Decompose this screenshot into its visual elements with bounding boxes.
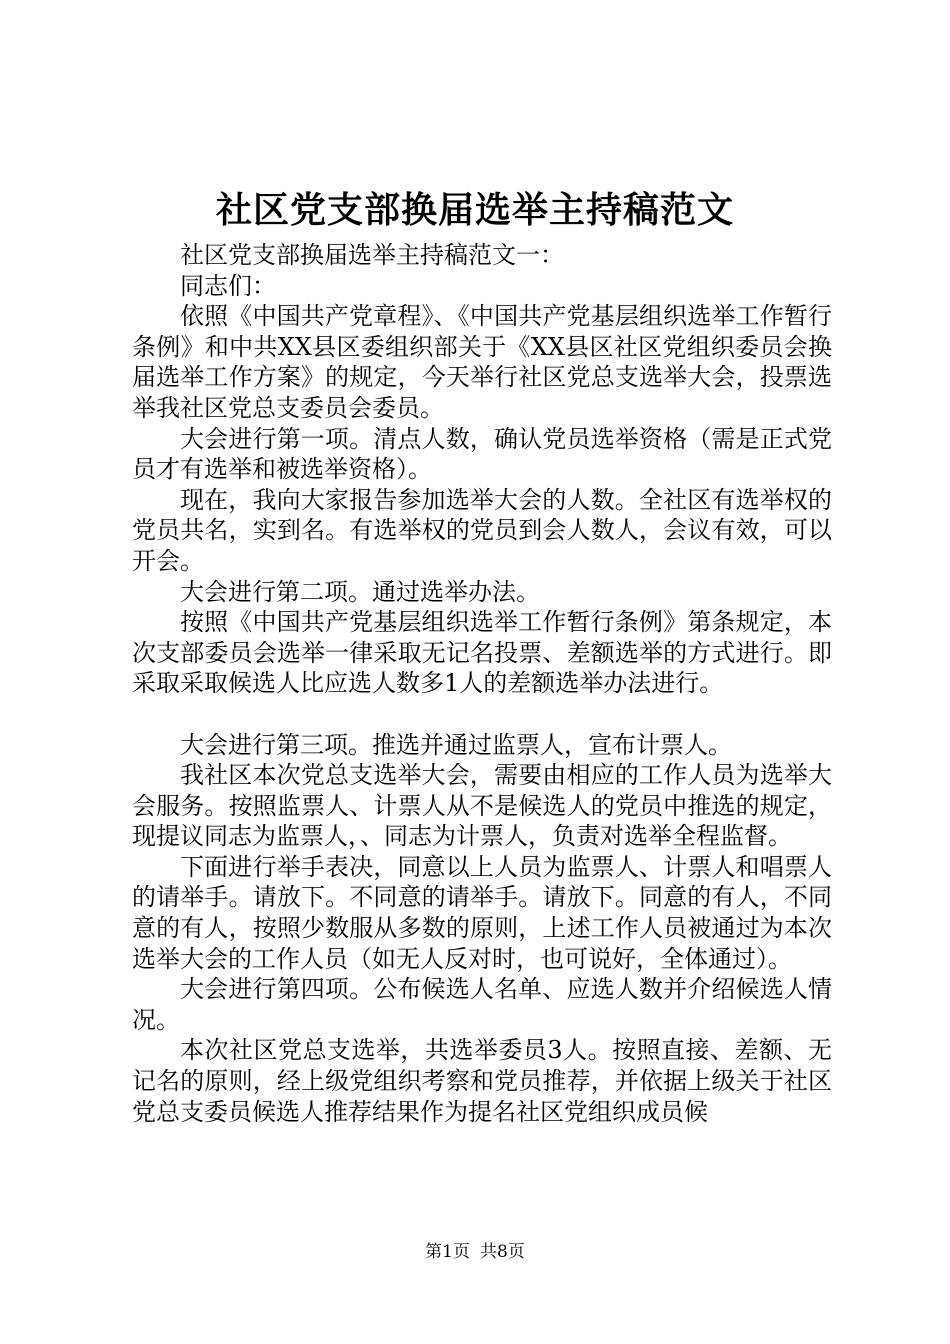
paragraph: 现在，我向大家报告参加选举大会的人数。全社区有选举权的党员共名，实到名。有选举权的党员到会人数人，会议有效，可以开会。 [132,485,832,575]
paragraph: 社区党支部换届选举主持稿范文一： [180,241,564,269]
page-footer [0,1240,950,1264]
paragraph: 本次社区党总支选举，共选举委员3人。按照直接、差额、无记名的原则，经上级党组织考察和党员推荐，并依据上级关于社区党总支委员候选人推荐结果作为提名社区党组织成员候 [132,1036,832,1126]
blank-line [132,699,832,730]
document-body [132,240,832,1127]
paragraph: 大会进行第四项。公布候选人名单、应选人数并介绍候选人情况。 [132,975,832,1034]
paragraph: 按照《中国共产党基层组织选举工作暂行条例》第条规定，本次支部委员会选举一律采取无记名投票、差额选举的方式进行。即采取采取候选人比应选人数多1人的差额选举办法进行。 [132,608,832,698]
paragraph: 大会进行第一项。清点人数，确认党员选举资格（需是正式党员才有选举和被选举资格）。 [132,424,832,484]
paragraph: 我社区本次党总支选举大会，需要由相应的工作人员为选举大会服务。按照监票人、计票人从不是候选人的党员中推选的规定，现提议同志为监票人，、同志为计票人，负责对选举全程监督。 [132,761,832,851]
paragraph: 下面进行举手表决，同意以上人员为监票人、计票人和唱票人的请举手。请放下。不同意的请举手。请放下。同意的有人，不同意的有人，按照少数服从多数的原则，上述工作人员被通过为本次选举大会的工作人员（如无人反对时，也可说好，全体通过）。 [132,852,832,973]
page-number-total: 共8页 [480,1242,525,1262]
paragraph: 大会进行第二项。通过选举办法。 [180,577,540,606]
document-title: 社区党支部换届选举主持稿范文 [215,189,734,231]
paragraph: 同志们： [180,271,276,300]
paragraph: 大会进行第三项。推选并通过监票人，宣布计票人。 [180,730,732,759]
paragraph: 依照《中国共产党章程》、《中国共产党基层组织选举工作暂行条例》和中共XX县区委组织部关于《XX县区社区党组织委员会换届选举工作方案》的规定，今天举行社区党总支选举大会，投票选举我社区党总支委员会委员。 [132,302,832,422]
page-number-current: 第1页 [425,1242,470,1262]
